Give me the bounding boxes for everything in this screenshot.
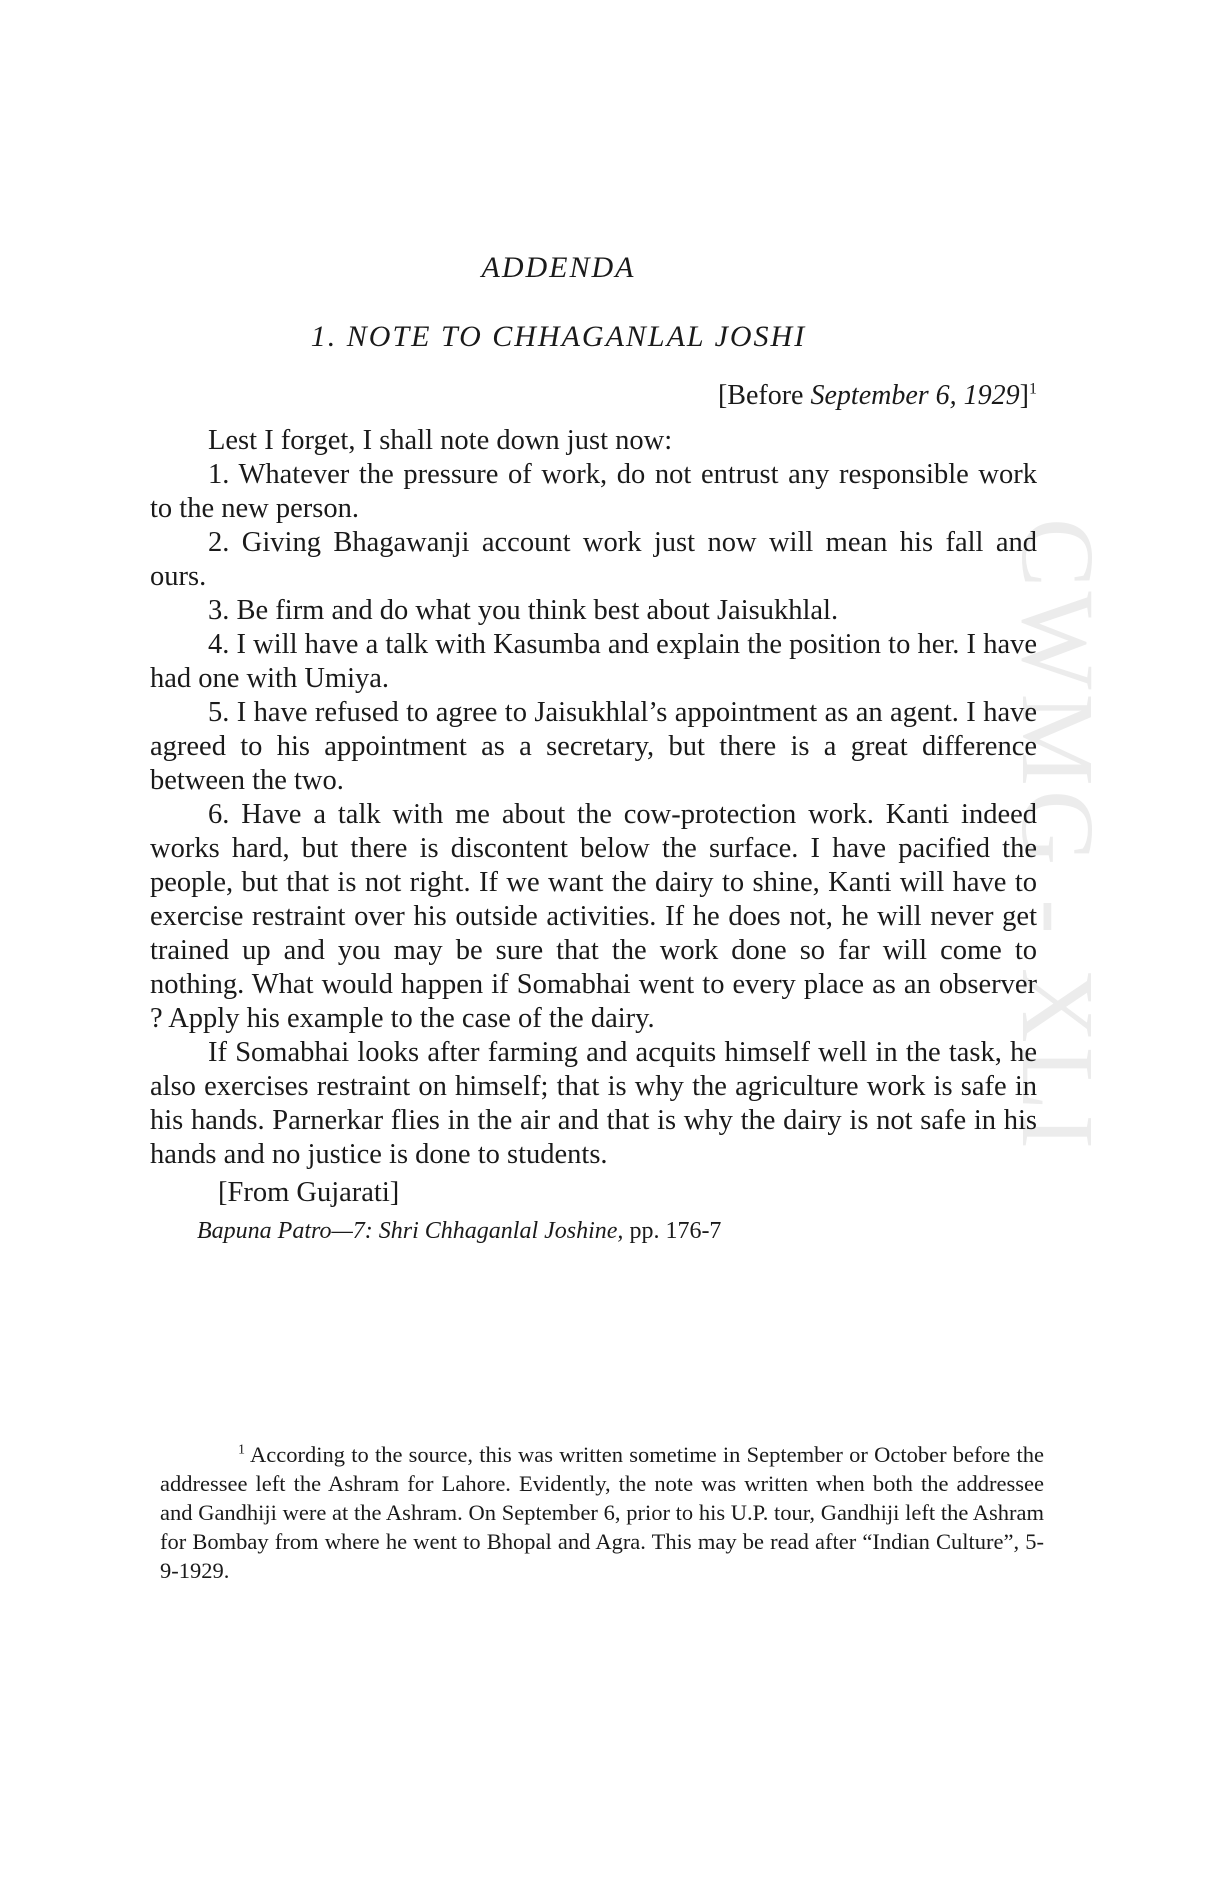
citation-pages: pp. 176-7 — [623, 1218, 722, 1244]
note-body — [150, 424, 1037, 1248]
footnote-text: According to the source, this was written sometime in September or October before the addressee left the Ashram for Lahore. Evidently, the note was written when both the addressee and Gandhiji were at the Ashram. On September 6, prior to his U.P. tour, Gandhiji left the Ashram for Bombay from where he went to Bhopal and Agra. This may be read after “Indian Culture”, 5-9-1929. — [160, 1442, 1044, 1583]
section-title: ADDENDA — [481, 251, 636, 284]
dateline-suffix: ] — [1019, 380, 1029, 411]
footnote-marker: 1 — [238, 1442, 245, 1458]
note-title: 1. NOTE TO CHHAGANLAL JOSHI — [310, 320, 807, 353]
paragraph: If Somabhai looks after farming and acquits himself well in the task, he also exercises restraint on himself; that is why the agriculture work is safe in his hands. Parnerkar flies in the air and that is why the dairy is not safe in his hands and no justice is done to students. — [150, 1037, 1037, 1170]
footnote-ref-marker: 1 — [1029, 380, 1037, 398]
dateline — [718, 380, 1037, 412]
citation — [150, 1214, 1037, 1248]
footnote — [160, 1440, 1044, 1585]
dateline-prefix: [Before — [717, 380, 811, 411]
source-language: [From Gujarati] — [218, 1177, 400, 1208]
citation-work: Bapuna Patro—7: Shri Chhaganlal Joshine, — [197, 1218, 624, 1244]
paragraph: 4. I will have a talk with Kasumba and explain the position to her. I have had one with Umiya. — [150, 629, 1037, 694]
paragraph: 1. Whatever the pressure of work, do not entrust any responsible work to the new person. — [150, 459, 1037, 524]
volume-watermark: CWMG - XLI — [1000, 518, 1115, 1154]
dateline-date: September 6, 1929 — [810, 380, 1020, 411]
paragraph: 3. Be firm and do what you think best about Jaisukhlal. — [208, 595, 839, 626]
paragraph: Lest I forget, I shall note down just now: — [208, 425, 673, 456]
paragraph: 6. Have a talk with me about the cow-protection work. Kanti indeed works hard, but there is discontent below the surface. I have pacified the people, but that is not right. If we want the dairy to shine, Kanti will have to exercise restraint over his outside activities. If he does not, he will never get trained up and you may be sure that the work done so far will come to nothing. What would happen if Somabhai went to every place as an observer ? Apply his example to the case of the dairy. — [150, 799, 1037, 1034]
paragraph: 5. I have refused to agree to Jaisukhlal’s appointment as an agent. I have agreed to his appointment as a secretary, but there is a great difference between the two. — [150, 697, 1037, 796]
paragraph: 2. Giving Bhagawanji account work just now will mean his fall and ours. — [150, 527, 1037, 592]
